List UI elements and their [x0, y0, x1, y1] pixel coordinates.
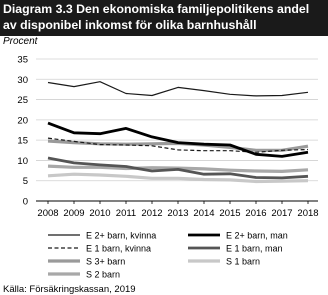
x-tick-label: 2010	[89, 208, 111, 219]
chart-title: Diagram 3.3 Den ekonomiska familjepolitikens andel av disponibel inkomst för olika barnhushåll	[3, 2, 310, 32]
legend-label: E 2+ barn, kvinna	[86, 230, 157, 241]
x-tick-label: 2012	[141, 208, 163, 219]
series-line	[48, 82, 308, 96]
source-note: Källa: Försäkringskassan, 2019	[3, 284, 136, 295]
legend-label: E 1 barn, man	[226, 243, 283, 254]
y-tick-label: 15	[17, 135, 28, 147]
x-tick-label: 2011	[115, 208, 137, 219]
y-tick-label: 30	[17, 74, 28, 86]
x-tick-label: 2018	[297, 208, 319, 219]
legend-label: E 2+ barn, man	[226, 230, 288, 241]
legend-label: S 2 barn	[86, 269, 121, 280]
y-tick-label: 35	[17, 54, 28, 66]
legend-label: E 1 barn, kvinna	[86, 243, 152, 254]
y-tick-label: 10	[17, 155, 28, 167]
legend-label: S 1 barn	[226, 256, 261, 267]
x-tick-label: 2009	[63, 208, 85, 219]
y-tick-label: 25	[17, 95, 28, 107]
x-tick-label: 2008	[37, 208, 59, 219]
x-tick-label: 2014	[193, 208, 215, 219]
y-tick-label: 5	[22, 176, 28, 188]
y-tick-label: 20	[17, 115, 28, 127]
x-tick-label: 2016	[245, 208, 267, 219]
x-tick-label: 2017	[271, 208, 293, 219]
x-tick-label: 2015	[219, 208, 241, 219]
legend-label: S 3+ barn	[86, 256, 126, 267]
x-tick-label: 2013	[167, 208, 189, 219]
y-tick-label: 0	[22, 196, 28, 208]
y-axis-unit-label: Procent	[3, 36, 38, 47]
